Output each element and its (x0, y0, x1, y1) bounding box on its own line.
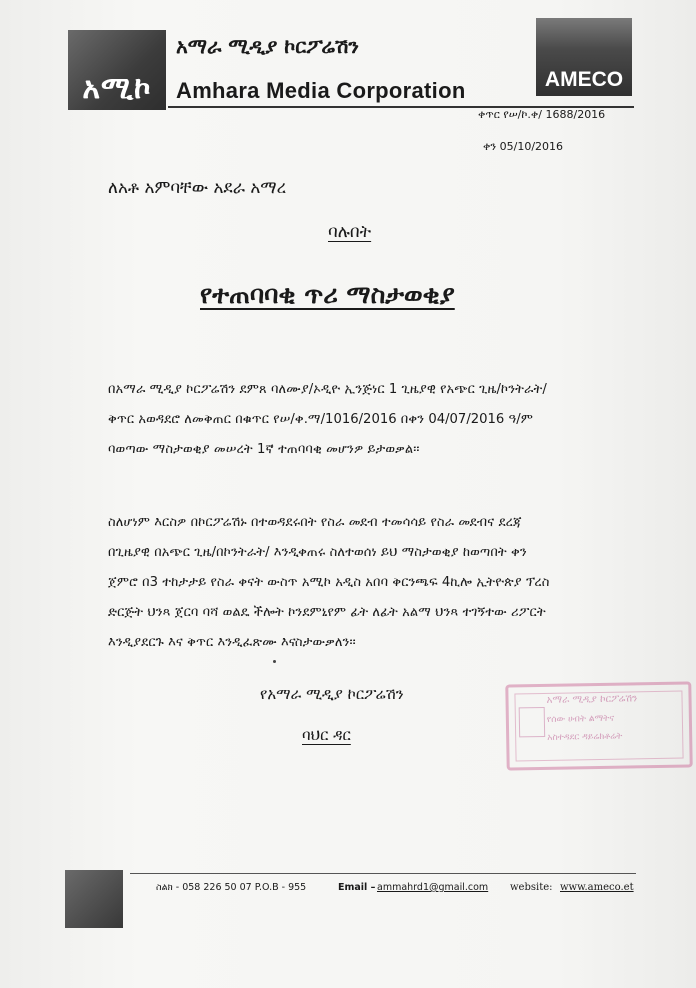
paragraph-line: በአማራ ሚዲያ ኮርፖሬሽን ደምጸ ባለሙያ/ኦዲዮ ኢንጅነር 1 ጊዜያዊ የአጭር ጊዜ/ኮንትራት/ (108, 382, 547, 397)
ink-dot (273, 660, 276, 663)
org-name-amharic: አማራ ሚዲያ ኮርፖሬሽን (176, 34, 359, 58)
reference-number: ቀጥር የሠ/ኮ.ቀ/ 1688/2016 (478, 108, 606, 121)
stamp-line: አማራ ሚዲያ ኮርፖሬሽን (546, 693, 638, 706)
footer-phone: ስልክ - 058 226 50 07 P.O.B - 955 (156, 882, 307, 893)
ameco-badge (536, 18, 632, 96)
stamp-line: የሰው ሀብት ልማትና (546, 713, 615, 725)
org-name-english: Amhara Media Corporation (176, 78, 466, 103)
subject-title: የተጠባባቂ ጥሪ ማስታወቂያ (200, 280, 455, 309)
paragraph-line: ስለሆነም እርስዎ በኮርፖሬሽኑ በተወዳደሩበት የስራ መደብ ተመሳሳይ የስራ መደብና ደረጃ (108, 515, 522, 530)
body-paragraph-1 (108, 375, 638, 465)
footer-website-label: website: (510, 882, 553, 893)
footer-logo-block (65, 870, 123, 928)
paragraph-line: እንዲያደርጉ እና ቅጥር እንዲፈጽሙ እናስታውቃለን፡፡ (108, 635, 356, 650)
subject-prefix: ባሉበት (328, 222, 372, 242)
paragraph-line: ባወጣው ማስታወቂያ መሠረት 1ኛ ተጠባባቂ መሆንዎ ይታወቃል፡፡ (108, 442, 420, 457)
footer-email-link[interactable]: ammahrd1@gmail.com (377, 882, 489, 893)
official-stamp (505, 681, 692, 770)
stamp-emblem-icon (519, 707, 546, 737)
logo-text: አሚኮ (82, 71, 152, 106)
recipient: ለአቶ አምባቸው አደራ አማረ (108, 178, 287, 198)
paragraph-line: በጊዜያዊ በአጭር ጊዜ/በኮንትራት/ እንዲቀጠሩ ስለተወሰነ ይህ ማስታወቂያ ከወጣበት ቀን (108, 545, 527, 560)
signature-organization: የአማራ ሚዲያ ኮርፖሬሽን (260, 685, 404, 703)
signature-city: ባህር ዳር (302, 726, 351, 744)
stamp-line: አስተዳደር ዳይሬክቶሬት (547, 731, 623, 743)
ameco-badge-text: AMECO (544, 68, 624, 91)
footer-email-label: Email – (338, 882, 376, 893)
footer-divider (130, 873, 636, 874)
logo (68, 30, 166, 110)
letter-date: ቀን 05/10/2016 (483, 140, 564, 153)
paragraph-line: ጀምሮ በ3 ተከታታይ የስራ ቀናት ውስጥ አሚኮ አዲስ አበባ ቅርንጫፍ 4ኪሎ ኢትዮጵያ ፕረስ (108, 575, 550, 590)
paragraph-line: ቅጥር አወዳደሮ ለመቅጠር በቁጥር የሠ/ቀ.ማ/1016/2016 በቀን 04/07/2016 ዓ/ም (108, 412, 534, 427)
footer-website-link[interactable]: www.ameco.et (560, 882, 634, 893)
body-paragraph-2 (108, 508, 638, 658)
paragraph-line: ድርጅት ህንጻ ጀርባ ባሻ ወልዴ ችሎት ኮንደምኒየም ፊት ለፊት አልማ ህንጻ ተገኝተው ሪፖርት (108, 605, 546, 620)
